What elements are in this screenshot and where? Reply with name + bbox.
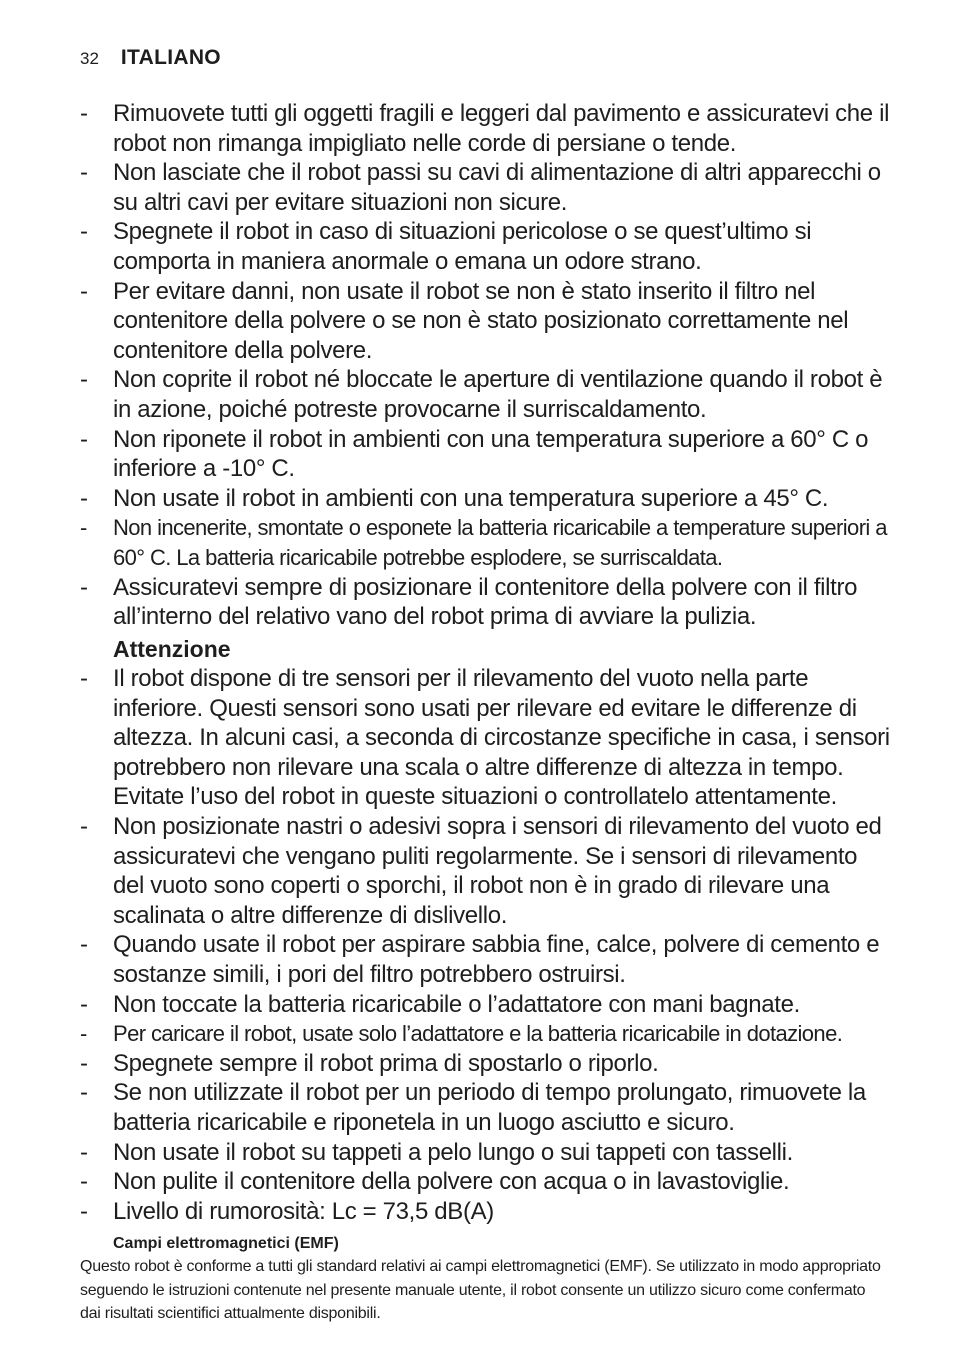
list-item	[80, 1049, 890, 1079]
list-item-text: Non incenerite, smontate o esponete la batteria ricaricabile a temperature superiori a 60° C. La batteria ricaricabile potrebbe esplodere, se surriscaldata.	[113, 515, 887, 570]
safety-warnings-list	[80, 99, 890, 632]
list-item	[80, 1078, 890, 1137]
bullet-dash: -	[80, 1138, 88, 1166]
list-item-text: Non toccate la batteria ricaricabile o l’adattatore con mani bagnate.	[113, 990, 800, 1018]
list-item	[80, 1138, 890, 1168]
bullet-dash: -	[80, 1168, 88, 1196]
list-item	[80, 1167, 890, 1197]
list-item-text: Non riponete il robot in ambienti con una temperatura superiore a 60° C o inferiore a -10° C.	[113, 425, 869, 483]
list-item	[80, 573, 890, 632]
list-item	[80, 990, 890, 1020]
bullet-dash: -	[80, 573, 88, 601]
bullet-dash: -	[80, 218, 88, 246]
list-item	[80, 158, 890, 217]
emf-paragraph: Questo robot è conforme a tutti gli standard relativi ai campi elettromagnetici (EMF). Se utilizzato in modo appropriato seguendo le istruzioni contenute nel presente manuale utente, il robot consente un utilizzo sicuro come confermato dai risultati scientifici attualmente disponibili.	[80, 1258, 881, 1322]
list-item	[80, 513, 890, 572]
bullet-dash: -	[80, 159, 88, 187]
list-item-text: Livello di rumorosità: Lc = 73,5 dB(A)	[113, 1197, 494, 1225]
page-header	[80, 46, 221, 74]
list-item-text: Assicuratevi sempre di posizionare il contenitore della polvere con il filtro all’interno del relativo vano del robot prima di avviare la pulizia.	[113, 573, 858, 631]
list-item	[80, 99, 890, 158]
list-item-text: Rimuovete tutti gli oggetti fragili e leggeri dal pavimento e assicuratevi che il robot non rimanga impigliato nelle corde di persiane o tende.	[113, 100, 890, 157]
bullet-dash: -	[80, 100, 88, 127]
caution-heading: Attenzione	[113, 636, 231, 662]
section-language-title: ITALIANO	[120, 46, 221, 69]
bullet-dash: -	[80, 366, 88, 394]
bullet-dash: -	[80, 1197, 88, 1225]
list-item-text: Non usate il robot su tappeti a pelo lungo o sui tappeti con tasselli.	[113, 1138, 793, 1166]
list-item-text: Il robot dispone di tre sensori per il rilevamento del vuoto nella parte inferiore. Questi sensori sono usati per rilevare ed evitare le differenze di altezza. In alcuni casi, a seconda di circostanze specifiche in casa, i sensori potrebbero non rilevare una scala o altre differenze di altezza in tempo. Evitate l’uso del robot in queste situazioni o controllatelo attentamente.	[113, 665, 890, 811]
bullet-dash: -	[80, 990, 88, 1018]
list-item-text: Per caricare il robot, usate solo l’adattatore e la batteria ricaricabile in dotazione.	[113, 1021, 843, 1047]
list-item-text: Quando usate il robot per aspirare sabbia fine, calce, polvere di cemento e sostanze simili, i pori del filtro potrebbero ostruirsi.	[113, 931, 880, 988]
bullet-dash: -	[80, 425, 88, 453]
bullet-dash: -	[80, 515, 87, 541]
list-item	[80, 425, 890, 484]
list-item	[80, 484, 890, 514]
list-item-text: Spegnete sempre il robot prima di spostarlo o riporlo.	[113, 1049, 659, 1077]
bullet-dash: -	[80, 931, 88, 959]
list-item-text: Non lasciate che il robot passi su cavi di alimentazione di altri apparecchi o su altri cavi per evitare situazioni non sicure.	[113, 159, 881, 216]
page-number: 32	[80, 49, 99, 68]
list-item	[80, 277, 890, 366]
list-item	[80, 930, 890, 989]
list-item-text: Se non utilizzate il robot per un periodo di tempo prolungato, rimuovete la batteria ricaricabile e riponetela in un luogo asciutto e sicuro.	[113, 1079, 866, 1136]
list-item	[80, 1019, 890, 1049]
emf-heading: Campi elettromagnetici (EMF)	[113, 1235, 339, 1252]
list-item-text: Non usate il robot in ambienti con una temperatura superiore a 45° C.	[113, 484, 829, 512]
list-item-text: Non posizionate nastri o adesivi sopra i sensori di rilevamento del vuoto ed assicuratevi che vengano puliti regolarmente. Se i sensori di rilevamento del vuoto sono coperti o sporchi, il robot non è in grado di rilevare una scalinata o altre differenze di dislivello.	[113, 812, 882, 929]
bullet-dash: -	[80, 665, 88, 692]
list-item-text: Spegnete il robot in caso di situazioni pericolose o se quest’ultimo si comporta in maniera anormale o emana un odore strano.	[113, 218, 812, 275]
list-item	[80, 217, 890, 276]
bullet-dash: -	[80, 1049, 88, 1077]
list-item	[80, 1197, 890, 1227]
list-item	[80, 365, 890, 424]
list-item-text: Non coprite il robot né bloccate le aperture di ventilazione quando il robot è in azione, poiché potreste provocarne il surriscaldamento.	[113, 366, 883, 423]
list-item	[80, 812, 890, 930]
bullet-dash: -	[80, 484, 88, 512]
bullet-dash: -	[80, 812, 88, 840]
list-item-text: Non pulite il contenitore della polvere con acqua o in lavastoviglie.	[113, 1168, 790, 1196]
list-item	[80, 664, 890, 812]
caution-list	[80, 664, 890, 1226]
bullet-dash: -	[80, 1021, 87, 1047]
bullet-dash: -	[80, 277, 88, 305]
list-item-text: Per evitare danni, non usate il robot se non è stato inserito il filtro nel contenitore della polvere o se non è stato posizionato correttamente nel contenitore della polvere.	[113, 277, 849, 364]
bullet-dash: -	[80, 1079, 88, 1107]
